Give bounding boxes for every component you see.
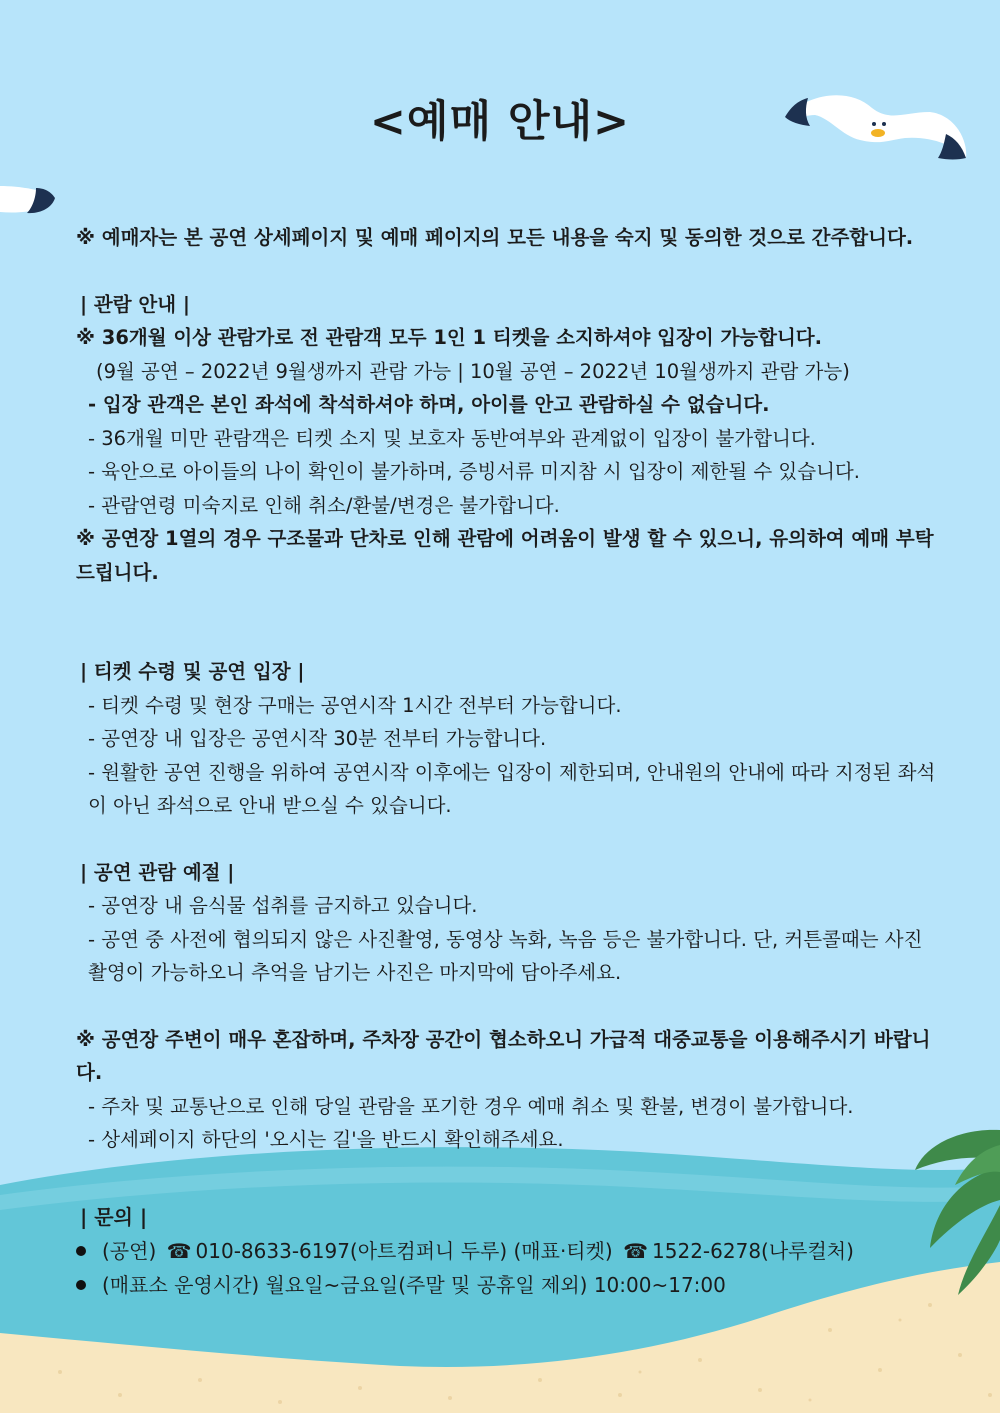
viewing-line: (9월 공연 – 2022년 9월생까지 관람 가능 | 10월 공연 – 2022년 10월생까지 관람 가능) bbox=[96, 359, 850, 383]
ticket-line: - 공연장 내 입장은 공연시작 30분 전부터 가능합니다. bbox=[88, 727, 547, 750]
phone-number-2: 1522-6278(나루컬처) bbox=[652, 1239, 854, 1263]
bullet-icon bbox=[76, 1246, 86, 1256]
inquiry-label: (공연) bbox=[102, 1239, 157, 1263]
viewing-line: - 입장 관객은 본인 좌석에 착석하셔야 하며, 아이를 안고 관람하실 수 없습니다. bbox=[88, 393, 770, 416]
inquiry-phone-line bbox=[76, 1234, 854, 1268]
box-office-hours: (매표소 운영시간) 월요일~금요일(주말 및 공휴일 제외) 10:00~17:00 bbox=[102, 1273, 726, 1297]
etiquette-heading: | 공연 관람 예절 | bbox=[80, 860, 235, 884]
parking-line: - 주차 및 교통난으로 인해 당일 관람을 포기한 경우 예매 취소 및 환불, 변경이 불가합니다. bbox=[88, 1094, 854, 1118]
inquiry-heading: | 문의 | bbox=[80, 1205, 148, 1229]
etiquette-line: - 공연 중 사전에 협의되지 않은 사진촬영, 동영상 녹화, 녹음 등은 불가합니다. 단, 커튼콜때는 사진 촬영이 가능하오니 추억을 남기는 사진은 마지막에 담아주세요. bbox=[88, 927, 923, 984]
ticket-line: - 티켓 수령 및 현장 구매는 공연시작 1시간 전부터 가능합니다. bbox=[88, 693, 622, 717]
ticket-entry-heading: | 티켓 수령 및 공연 입장 | bbox=[80, 660, 305, 683]
inquiry-section bbox=[76, 1200, 854, 1302]
phone-number-1: 010-8633-6197(아트컴퍼니 두루) (매표·티켓) bbox=[195, 1239, 613, 1263]
ticket-line: - 원활한 공연 진행을 위하여 공연시작 이후에는 입장이 제한되며, 안내원의 안내에 따라 지정된 좌석이 아닌 좌석으로 안내 받으실 수 있습니다. bbox=[88, 760, 936, 817]
viewing-line: - 관람연령 미숙지로 인해 취소/환불/변경은 불가합니다. bbox=[88, 493, 560, 517]
parking-notice: ※ 공연장 주변이 매우 혼잡하며, 주차장 공간이 협소하오니 가급적 대중교통을 이용해주시기 바랍니다. bbox=[76, 1027, 931, 1084]
viewing-line: - 육안으로 아이들의 나이 확인이 불가하며, 증빙서류 미지참 시 입장이 제한될 수 있습니다. bbox=[88, 460, 860, 483]
page-title: <예매 안내> bbox=[369, 97, 631, 147]
viewing-line: ※ 공연장 1열의 경우 구조물과 단차로 인해 관람에 어려움이 발생 할 수 있으니, 유의하여 예매 부탁드립니다. bbox=[76, 527, 934, 584]
intro-notice: ※ 예매자는 본 공연 상세페이지 및 예매 페이지의 모든 내용을 숙지 및 동의한 것으로 간주합니다. bbox=[76, 226, 914, 249]
viewing-guide-heading: | 관람 안내 | bbox=[80, 292, 190, 316]
telephone-icon: ☎ bbox=[623, 1239, 649, 1263]
parking-line: - 상세페이지 하단의 '오시는 길'을 반드시 확인해주세요. bbox=[88, 1128, 564, 1151]
notice-content bbox=[76, 221, 936, 1157]
viewing-line: ※ 36개월 이상 관람가로 전 관람객 모두 1인 1 티켓을 소지하셔야 입장이 가능합니다. bbox=[76, 326, 823, 349]
telephone-icon: ☎ bbox=[166, 1239, 192, 1263]
inquiry-hours-line bbox=[76, 1268, 854, 1302]
etiquette-line: - 공연장 내 음식물 섭취를 금지하고 있습니다. bbox=[88, 894, 478, 917]
bullet-icon bbox=[76, 1280, 86, 1290]
viewing-line: - 36개월 미만 관람객은 티켓 소지 및 보호자 동반여부와 관계없이 입장이 불가합니다. bbox=[88, 426, 816, 450]
